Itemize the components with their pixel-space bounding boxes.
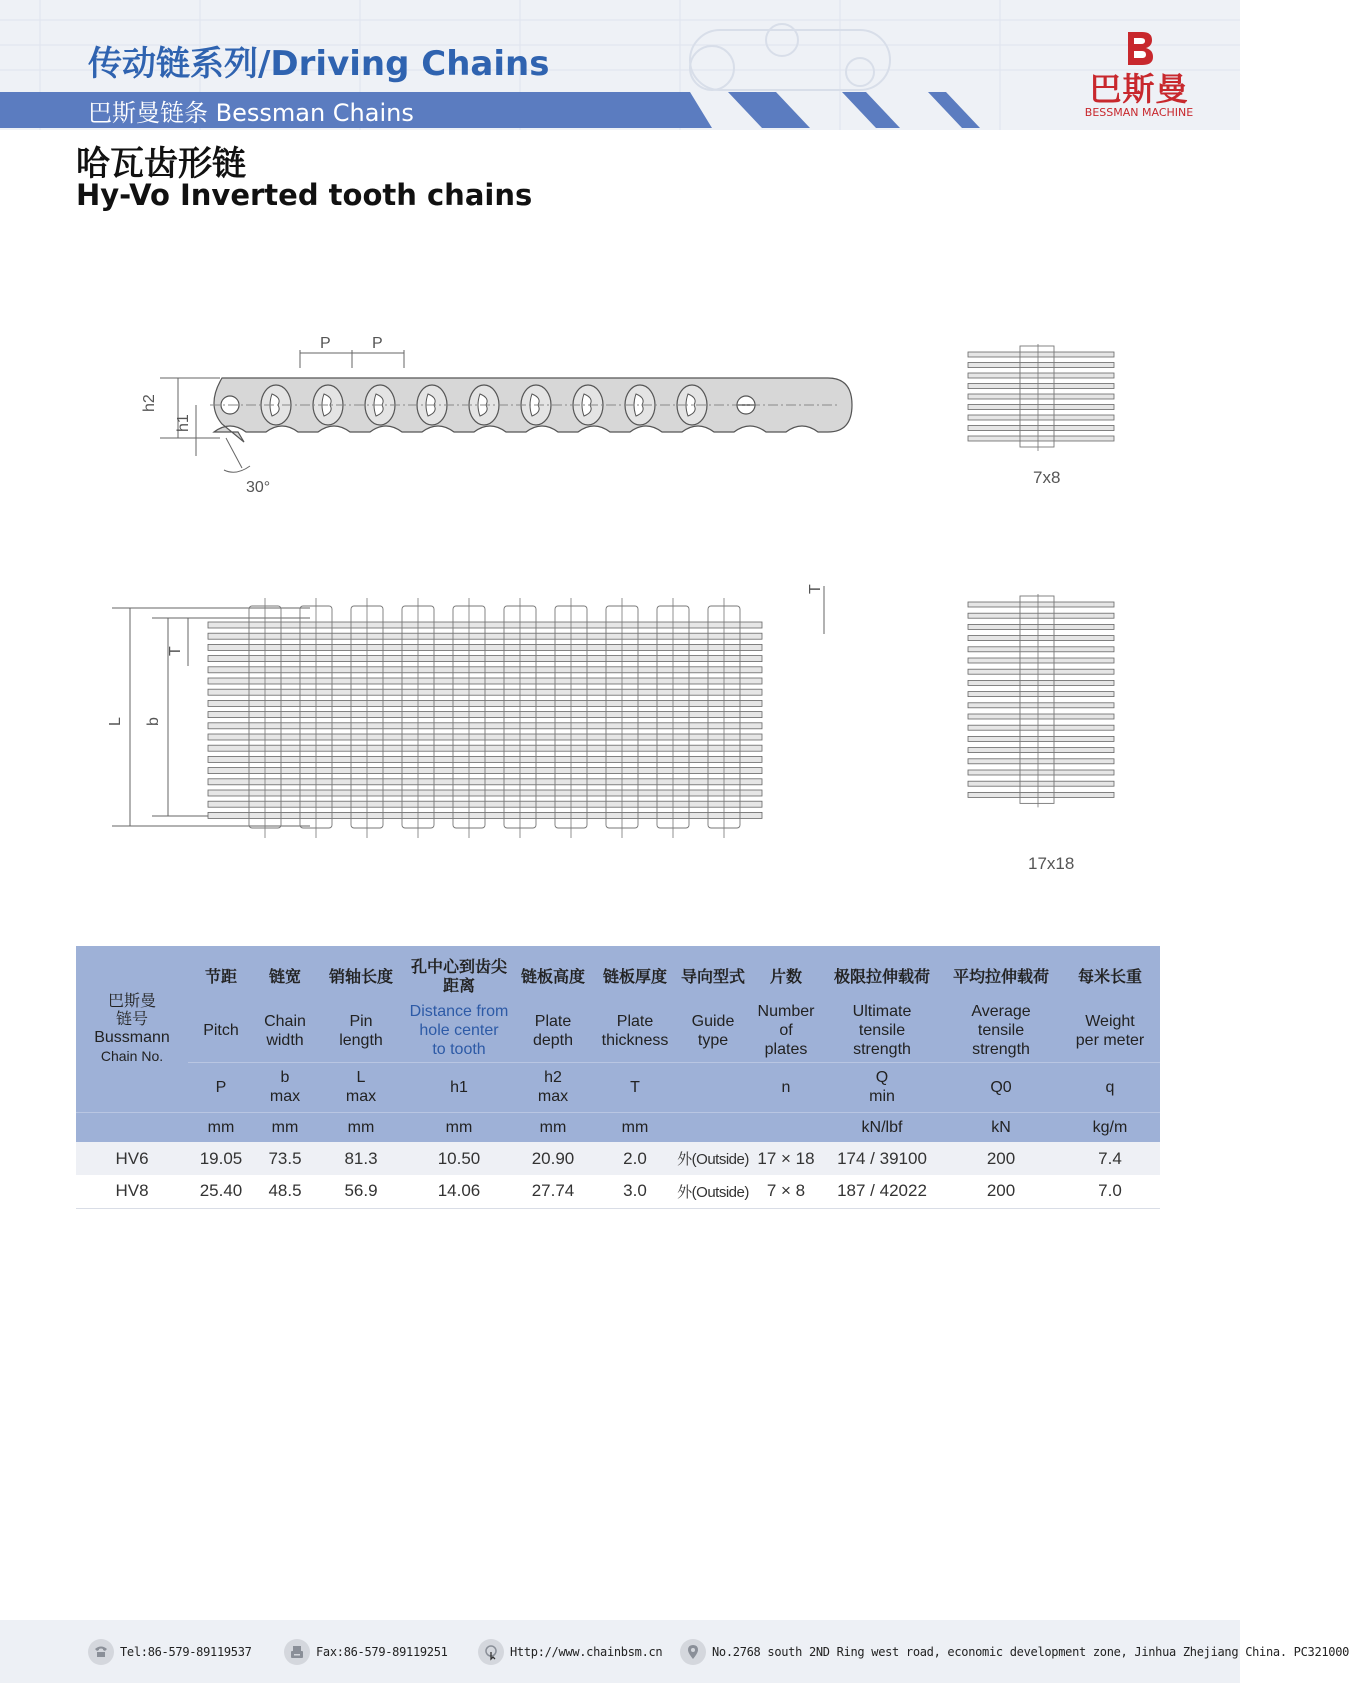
footer-address [680, 1639, 1349, 1665]
end-view-plate [968, 770, 1114, 775]
end-view-plate [968, 759, 1114, 764]
dim-label-l: L [107, 717, 124, 726]
header-cn-width: 链宽 [268, 968, 301, 986]
chain-top-view-svg [100, 586, 840, 851]
logo-cn-text: 巴斯曼 [1089, 70, 1189, 108]
header-unit-plates [750, 1112, 822, 1142]
dim-label-t-left: T [167, 646, 184, 656]
end-view-plate [968, 436, 1114, 441]
caption-7x8: 7x8 [1033, 468, 1061, 487]
footer-tel [88, 1639, 252, 1665]
header-sym-ultimate [822, 1062, 942, 1112]
end-view-plate [968, 748, 1114, 753]
cell-chain-no: HV8 [76, 1175, 188, 1208]
header-unit-depth: mm [512, 1112, 594, 1142]
dim-label-h2: h2 [141, 394, 158, 412]
header-sym-ultimate-sub: min [869, 1088, 895, 1105]
header-en-weight [1060, 1000, 1160, 1062]
header-sym-guide [676, 1062, 750, 1112]
header-sym-depth-main: h2 [544, 1069, 562, 1086]
end-view-plate [968, 384, 1114, 389]
header-en-average-line1: Average [971, 1003, 1031, 1021]
header-cn-pitch: 节距 [204, 968, 237, 986]
table-row-hv8 [76, 1175, 1160, 1208]
end-view-plate [968, 792, 1114, 797]
header-unit-width: mm [254, 1112, 316, 1142]
company-logo [1080, 28, 1198, 120]
header-sym-pin-main: L [356, 1069, 366, 1086]
chain-7x8-svg [968, 344, 1138, 456]
header-sym-width-main: b [280, 1069, 290, 1086]
end-view-plate [968, 624, 1114, 629]
header-sym-pitch: P [188, 1062, 254, 1112]
header-row-symbols [76, 1062, 1160, 1112]
dim-label-h1: h1 [175, 414, 192, 432]
chain-17x18-end-view [968, 594, 1138, 834]
header-en-pin-line2: length [339, 1031, 383, 1049]
end-view-plate [968, 373, 1114, 378]
end-view-plate [968, 602, 1114, 607]
header-sym-thickness: T [594, 1062, 676, 1112]
cell-average: 200 [942, 1175, 1060, 1208]
cell-chain-no: HV6 [76, 1142, 188, 1175]
footer-tel-text: Tel:86-579-89119537 [120, 1645, 252, 1659]
cell-average: 200 [942, 1142, 1060, 1175]
logo-mark-icon [1122, 28, 1156, 68]
header-row-cn [76, 946, 1160, 1000]
table-row-hv6 [76, 1142, 1160, 1175]
header-en-thickness-line1: Plate [616, 1012, 654, 1030]
header-cn-pin: 销轴长度 [328, 968, 393, 986]
end-view-plate [968, 405, 1114, 410]
header-unit-pin: mm [316, 1112, 406, 1142]
end-view-plate [968, 394, 1114, 399]
header-en-depth-line2: depth [532, 1031, 574, 1049]
logo-en-text: BESSMAN MACHINE [1084, 106, 1194, 119]
header-en-guide [676, 1000, 750, 1062]
end-view-plate [968, 714, 1114, 719]
header-en-pin-line1: Pin [349, 1012, 373, 1030]
header-en-plates-line2: of [779, 1022, 793, 1040]
footer-web [478, 1639, 662, 1665]
web-icon [478, 1639, 504, 1665]
cell-h1: 10.50 [406, 1142, 512, 1175]
header-en-average-line2: tensile [977, 1022, 1025, 1040]
header-en-pitch [188, 1000, 254, 1062]
page-title-en: Hy-Vo Inverted tooth chains [76, 178, 533, 212]
header-en-distance-line2: hole center [419, 1022, 499, 1040]
header-en-pin [316, 1000, 406, 1062]
spec-table [76, 946, 1160, 1209]
chain-7x8-end-view [968, 344, 1138, 456]
page-footer [0, 1620, 1349, 1683]
header-en-distance [406, 1000, 512, 1062]
header-cn-depth: 链板高度 [520, 968, 585, 986]
cell-weight: 7.0 [1060, 1175, 1160, 1208]
end-view-plate [968, 415, 1114, 420]
header-sym-ultimate-main: Q [875, 1069, 889, 1086]
end-view-plate [968, 725, 1114, 730]
cell-pitch: 25.40 [188, 1175, 254, 1208]
header-cn-average: 平均拉伸载荷 [952, 968, 1049, 986]
end-view-plate [968, 613, 1114, 618]
footer-web-link[interactable]: Http://www.chainbsm.cn [510, 1645, 663, 1659]
cell-pin-length: 56.9 [316, 1175, 406, 1208]
dim-label-t-right: T [807, 584, 824, 594]
end-view-plate [968, 636, 1114, 641]
header-unit-thickness: mm [594, 1112, 676, 1142]
dim-label-angle: 30° [246, 479, 271, 496]
header-sym-weight: q [1060, 1062, 1160, 1112]
dim-label-b: b [145, 717, 162, 726]
end-view-plate [968, 352, 1114, 357]
header-cn-guide: 导向型式 [680, 968, 745, 986]
header-en-distance-line1: Distance from [409, 1003, 509, 1021]
header-en-guide-line1: Guide [691, 1012, 735, 1030]
header-cn-plates: 片数 [769, 968, 802, 986]
header-sym-pin [316, 1062, 406, 1112]
cell-h2: 20.90 [512, 1142, 594, 1175]
cell-h1: 14.06 [406, 1175, 512, 1208]
end-view-plate [968, 669, 1114, 674]
cell-pitch: 19.05 [188, 1142, 254, 1175]
header-unit-pitch: mm [188, 1112, 254, 1142]
caption-17x18: 17x18 [1028, 854, 1075, 873]
cell-thickness: 3.0 [594, 1175, 676, 1208]
header-subtitle: 巴斯曼链条 Bessman Chains [88, 99, 414, 127]
cell-width: 73.5 [254, 1142, 316, 1175]
end-view-plate [968, 363, 1114, 368]
phone-icon [88, 1639, 114, 1665]
header-sym-distance: h1 [406, 1062, 512, 1112]
header-unit-ultimate: kN/lbf [822, 1112, 942, 1142]
header-unit-blank [76, 1112, 188, 1142]
end-view-plate [968, 781, 1114, 786]
header-en-weight-line1: Weight [1085, 1012, 1135, 1030]
header-en-ultimate-line1: Ultimate [852, 1003, 912, 1021]
header-en-ultimate [822, 1000, 942, 1062]
cell-plates: 17 × 18 [750, 1142, 822, 1175]
header-cn-weight: 每米长重 [1077, 968, 1142, 986]
cell-thickness: 2.0 [594, 1142, 676, 1175]
end-view-plate [968, 426, 1114, 431]
header-en-weight-line2: per meter [1075, 1031, 1145, 1049]
page-title-cn: 哈瓦齿形链 [76, 144, 246, 184]
end-view-plate [968, 703, 1114, 708]
header-en-guide-line2: type [697, 1031, 729, 1049]
header-en-depth-line1: Plate [534, 1012, 572, 1030]
header-en-thickness [594, 1000, 676, 1062]
dim-label-p2: P [372, 335, 383, 352]
cell-guide: 外(Outside) [676, 1142, 750, 1175]
header-unit-distance: mm [406, 1112, 512, 1142]
header-title [88, 36, 549, 85]
cell-width: 48.5 [254, 1175, 316, 1208]
header-en-width [254, 1000, 316, 1062]
cell-pin-length: 81.3 [316, 1142, 406, 1175]
header-en-width-line2: width [266, 1031, 304, 1049]
header-sym-pin-sub: max [345, 1088, 377, 1105]
header-sym-depth-sub: max [537, 1088, 569, 1105]
header-sym-width-sub: max [269, 1088, 301, 1105]
header-sym-average: Q0 [942, 1062, 1060, 1112]
header-row-en [76, 1000, 1160, 1062]
chain-top-view-drawing [100, 586, 840, 851]
dim-label-p1: P [320, 335, 331, 352]
footer-fax [284, 1639, 448, 1665]
header-en-thickness-line2: thickness [601, 1031, 669, 1049]
header-title-en: /Driving Chains [258, 44, 550, 84]
end-view-plate [968, 647, 1114, 652]
end-view-plate [968, 736, 1114, 741]
cell-guide: 外(Outside) [676, 1175, 750, 1208]
footer-address-text: No.2768 south 2ND Ring west road, economic development zone, Jinhua Zhejiang China. PC321000 [712, 1645, 1349, 1659]
footer-fax-text: Fax:86-579-89119251 [316, 1645, 448, 1659]
end-view-plate [968, 680, 1114, 685]
header-chain-no-cn2: 链号 [115, 1010, 148, 1028]
cell-ultimate: 174 / 39100 [822, 1142, 942, 1175]
cell-ultimate: 187 / 42022 [822, 1175, 942, 1208]
header-unit-average: kN [942, 1112, 1060, 1142]
header-cn-distance: 孔中心到齿尖距离 [410, 959, 507, 995]
chain-side-view-drawing [140, 328, 860, 508]
end-view-plate [968, 692, 1114, 697]
header-chain-no-cn1: 巴斯曼 [107, 992, 156, 1010]
location-icon [680, 1639, 706, 1665]
header-en-average-line3: strength [972, 1041, 1030, 1059]
header-cn-ultimate: 极限拉伸载荷 [833, 968, 930, 986]
header-unit-guide [676, 1112, 750, 1142]
cell-weight: 7.4 [1060, 1142, 1160, 1175]
header-en-pitch-line1: Pitch [203, 1022, 239, 1040]
header-en-plates-line1: Number [757, 1003, 815, 1021]
cell-plates: 7 × 8 [750, 1175, 822, 1208]
header-en-ultimate-line3: strength [853, 1041, 911, 1059]
header-sym-width [254, 1062, 316, 1112]
header-en-plates-line3: plates [764, 1041, 808, 1059]
header-title-cn: 传动链系列 [88, 44, 258, 84]
end-view-plate [968, 658, 1114, 663]
header-chain-no-en2: Chain No. [100, 1047, 164, 1064]
header-en-average [942, 1000, 1060, 1062]
header-en-distance-line3: to tooth [432, 1041, 486, 1059]
header-chain-no-en1: Bussmann [94, 1028, 170, 1046]
header-en-depth [512, 1000, 594, 1062]
header-row-units [76, 1112, 1160, 1142]
page-header [0, 0, 1240, 130]
fax-icon [284, 1639, 310, 1665]
header-sym-depth [512, 1062, 594, 1112]
header-chain-no [76, 946, 188, 1112]
header-en-ultimate-line2: tensile [858, 1022, 906, 1040]
cell-h2: 27.74 [512, 1175, 594, 1208]
header-unit-weight: kg/m [1060, 1112, 1160, 1142]
header-cn-thickness: 链板厚度 [602, 968, 667, 986]
header-en-plates [750, 1000, 822, 1062]
chain-17x18-svg [968, 594, 1138, 834]
chain-side-view-svg [140, 328, 860, 508]
header-sym-plates: n [750, 1062, 822, 1112]
header-en-width-line1: Chain [264, 1012, 306, 1030]
